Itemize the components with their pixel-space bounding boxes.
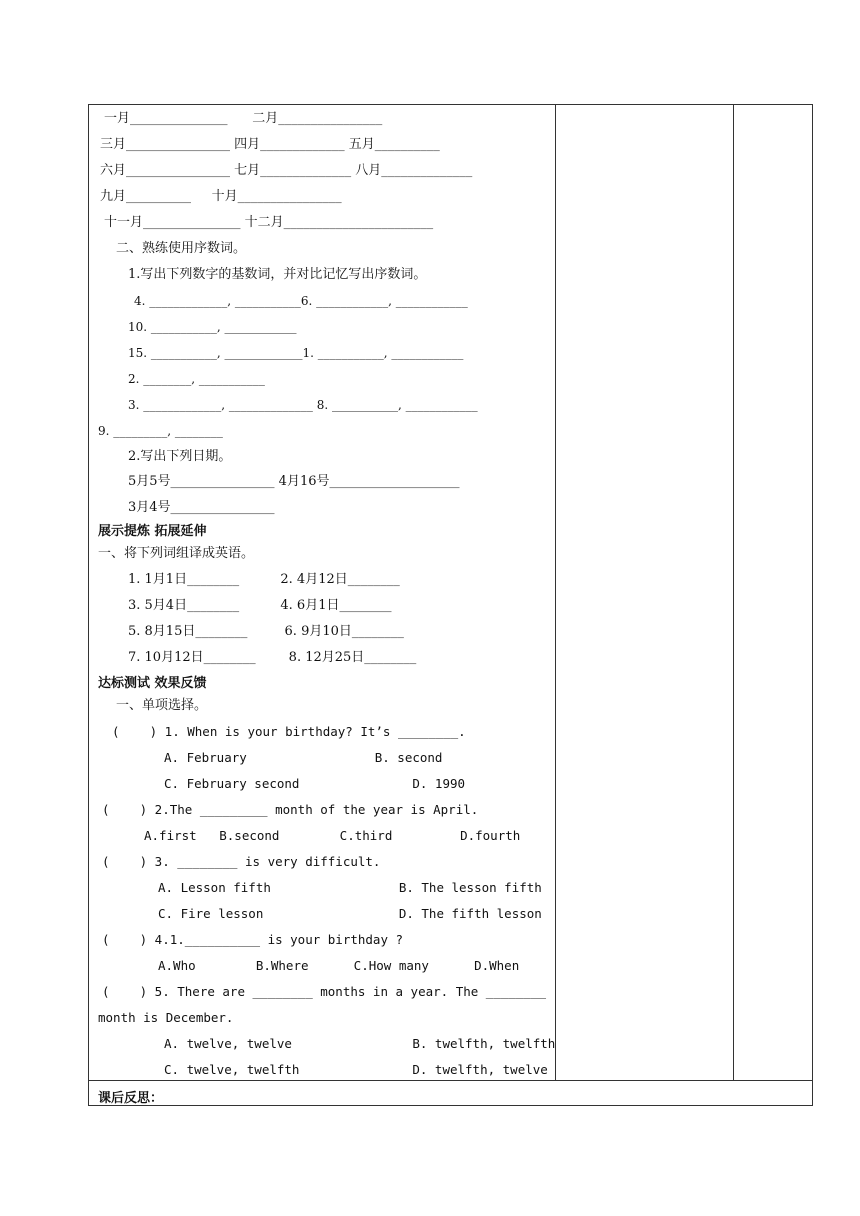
table-top-border bbox=[88, 104, 813, 105]
ordinal-line-4: 2. ________, ___________ bbox=[128, 372, 265, 386]
question-1-options-a: A. February B. second bbox=[164, 750, 443, 765]
question-4: ( ) 4.1.__________ is your birthday ? bbox=[102, 932, 404, 947]
months-row-4: 九月__________ 十月________________ bbox=[100, 189, 342, 204]
table-right-border bbox=[812, 104, 813, 1106]
question-1-options-b: C. February second D. 1990 bbox=[164, 776, 466, 791]
ordinal-line-6: 9. _________, ________ bbox=[98, 424, 223, 438]
ordinal-task-1: 1.写出下列数字的基数词，并对比记忆写出序数词。 bbox=[128, 267, 427, 282]
ordinal-line-5: 3. _____________, ______________ 8. ___________, ____________ bbox=[128, 398, 478, 412]
worksheet-table bbox=[88, 104, 813, 1106]
table-bottom-border bbox=[88, 1105, 813, 1106]
show-section-heading: 一、将下列词组译成英语。 bbox=[98, 546, 255, 561]
translate-row-1: 1. 1月1日________ 2. 4月12日________ bbox=[128, 572, 400, 587]
table-left-border bbox=[88, 104, 89, 1106]
question-1: ( ) 1. When is your birthday? It’s ________. bbox=[112, 724, 466, 739]
question-3-options-b: C. Fire lesson D. The fifth lesson bbox=[158, 906, 542, 921]
question-5-options-b: C. twelve, twelfth D. twelfth, twelve bbox=[164, 1062, 548, 1077]
translate-row-2: 3. 5月4日________ 4. 6月1日________ bbox=[128, 598, 392, 613]
question-2-options: A.first B.second C.third D.fourth bbox=[144, 828, 521, 843]
ordinal-line-1: 4. _____________, ___________6. ____________, ____________ bbox=[134, 294, 468, 308]
ordinal-line-2: 10. ___________, ____________ bbox=[128, 320, 297, 334]
months-row-3: 六月________________ 七月______________ 八月______________ bbox=[100, 163, 473, 178]
question-3: ( ) 3. ________ is very difficult. bbox=[102, 854, 381, 869]
dates-line-2: 3月4号________________ bbox=[128, 500, 275, 515]
dates-line-1: 5月5号________________ 4月16号____________________ bbox=[128, 474, 460, 489]
show-section-title: 展示提炼 拓展延伸 bbox=[98, 524, 207, 539]
table-col-divider-2 bbox=[733, 104, 734, 1081]
test-section-heading: 一、单项选择。 bbox=[116, 698, 208, 713]
question-5-options-a: A. twelve, twelve B. twelfth, twelfth bbox=[164, 1036, 556, 1051]
question-2: ( ) 2.The _________ month of the year is April. bbox=[102, 802, 479, 817]
table-col-divider-1 bbox=[555, 104, 556, 1081]
translate-row-4: 7. 10月12日________ 8. 12月25日________ bbox=[128, 650, 417, 665]
months-row-5: 十一月_______________ 十二月_______________________ bbox=[104, 215, 434, 230]
question-3-options-a: A. Lesson fifth B. The lesson fifth bbox=[158, 880, 542, 895]
question-4-options: A.Who B.Where C.How many D.When bbox=[158, 958, 520, 973]
test-section-title: 达标测试 效果反馈 bbox=[98, 676, 207, 691]
months-row-2: 三月________________ 四月_____________ 五月__________ bbox=[100, 137, 440, 152]
translate-row-3: 5. 8月15日________ 6. 9月10日________ bbox=[128, 624, 404, 639]
ordinal-heading: 二、熟练使用序数词。 bbox=[116, 241, 247, 256]
question-5: ( ) 5. There are ________ months in a year. The ________ bbox=[102, 984, 547, 999]
table-row-divider bbox=[88, 1080, 813, 1081]
ordinal-task-2: 2.写出下列日期。 bbox=[128, 449, 232, 464]
ordinal-line-3: 15. ___________, _____________1. ___________, ____________ bbox=[128, 346, 464, 360]
reflection-label: 课后反思： bbox=[98, 1091, 164, 1106]
question-5-continued: month is December. bbox=[98, 1010, 234, 1025]
months-row-1: 一月_______________ 二月________________ bbox=[104, 111, 383, 126]
